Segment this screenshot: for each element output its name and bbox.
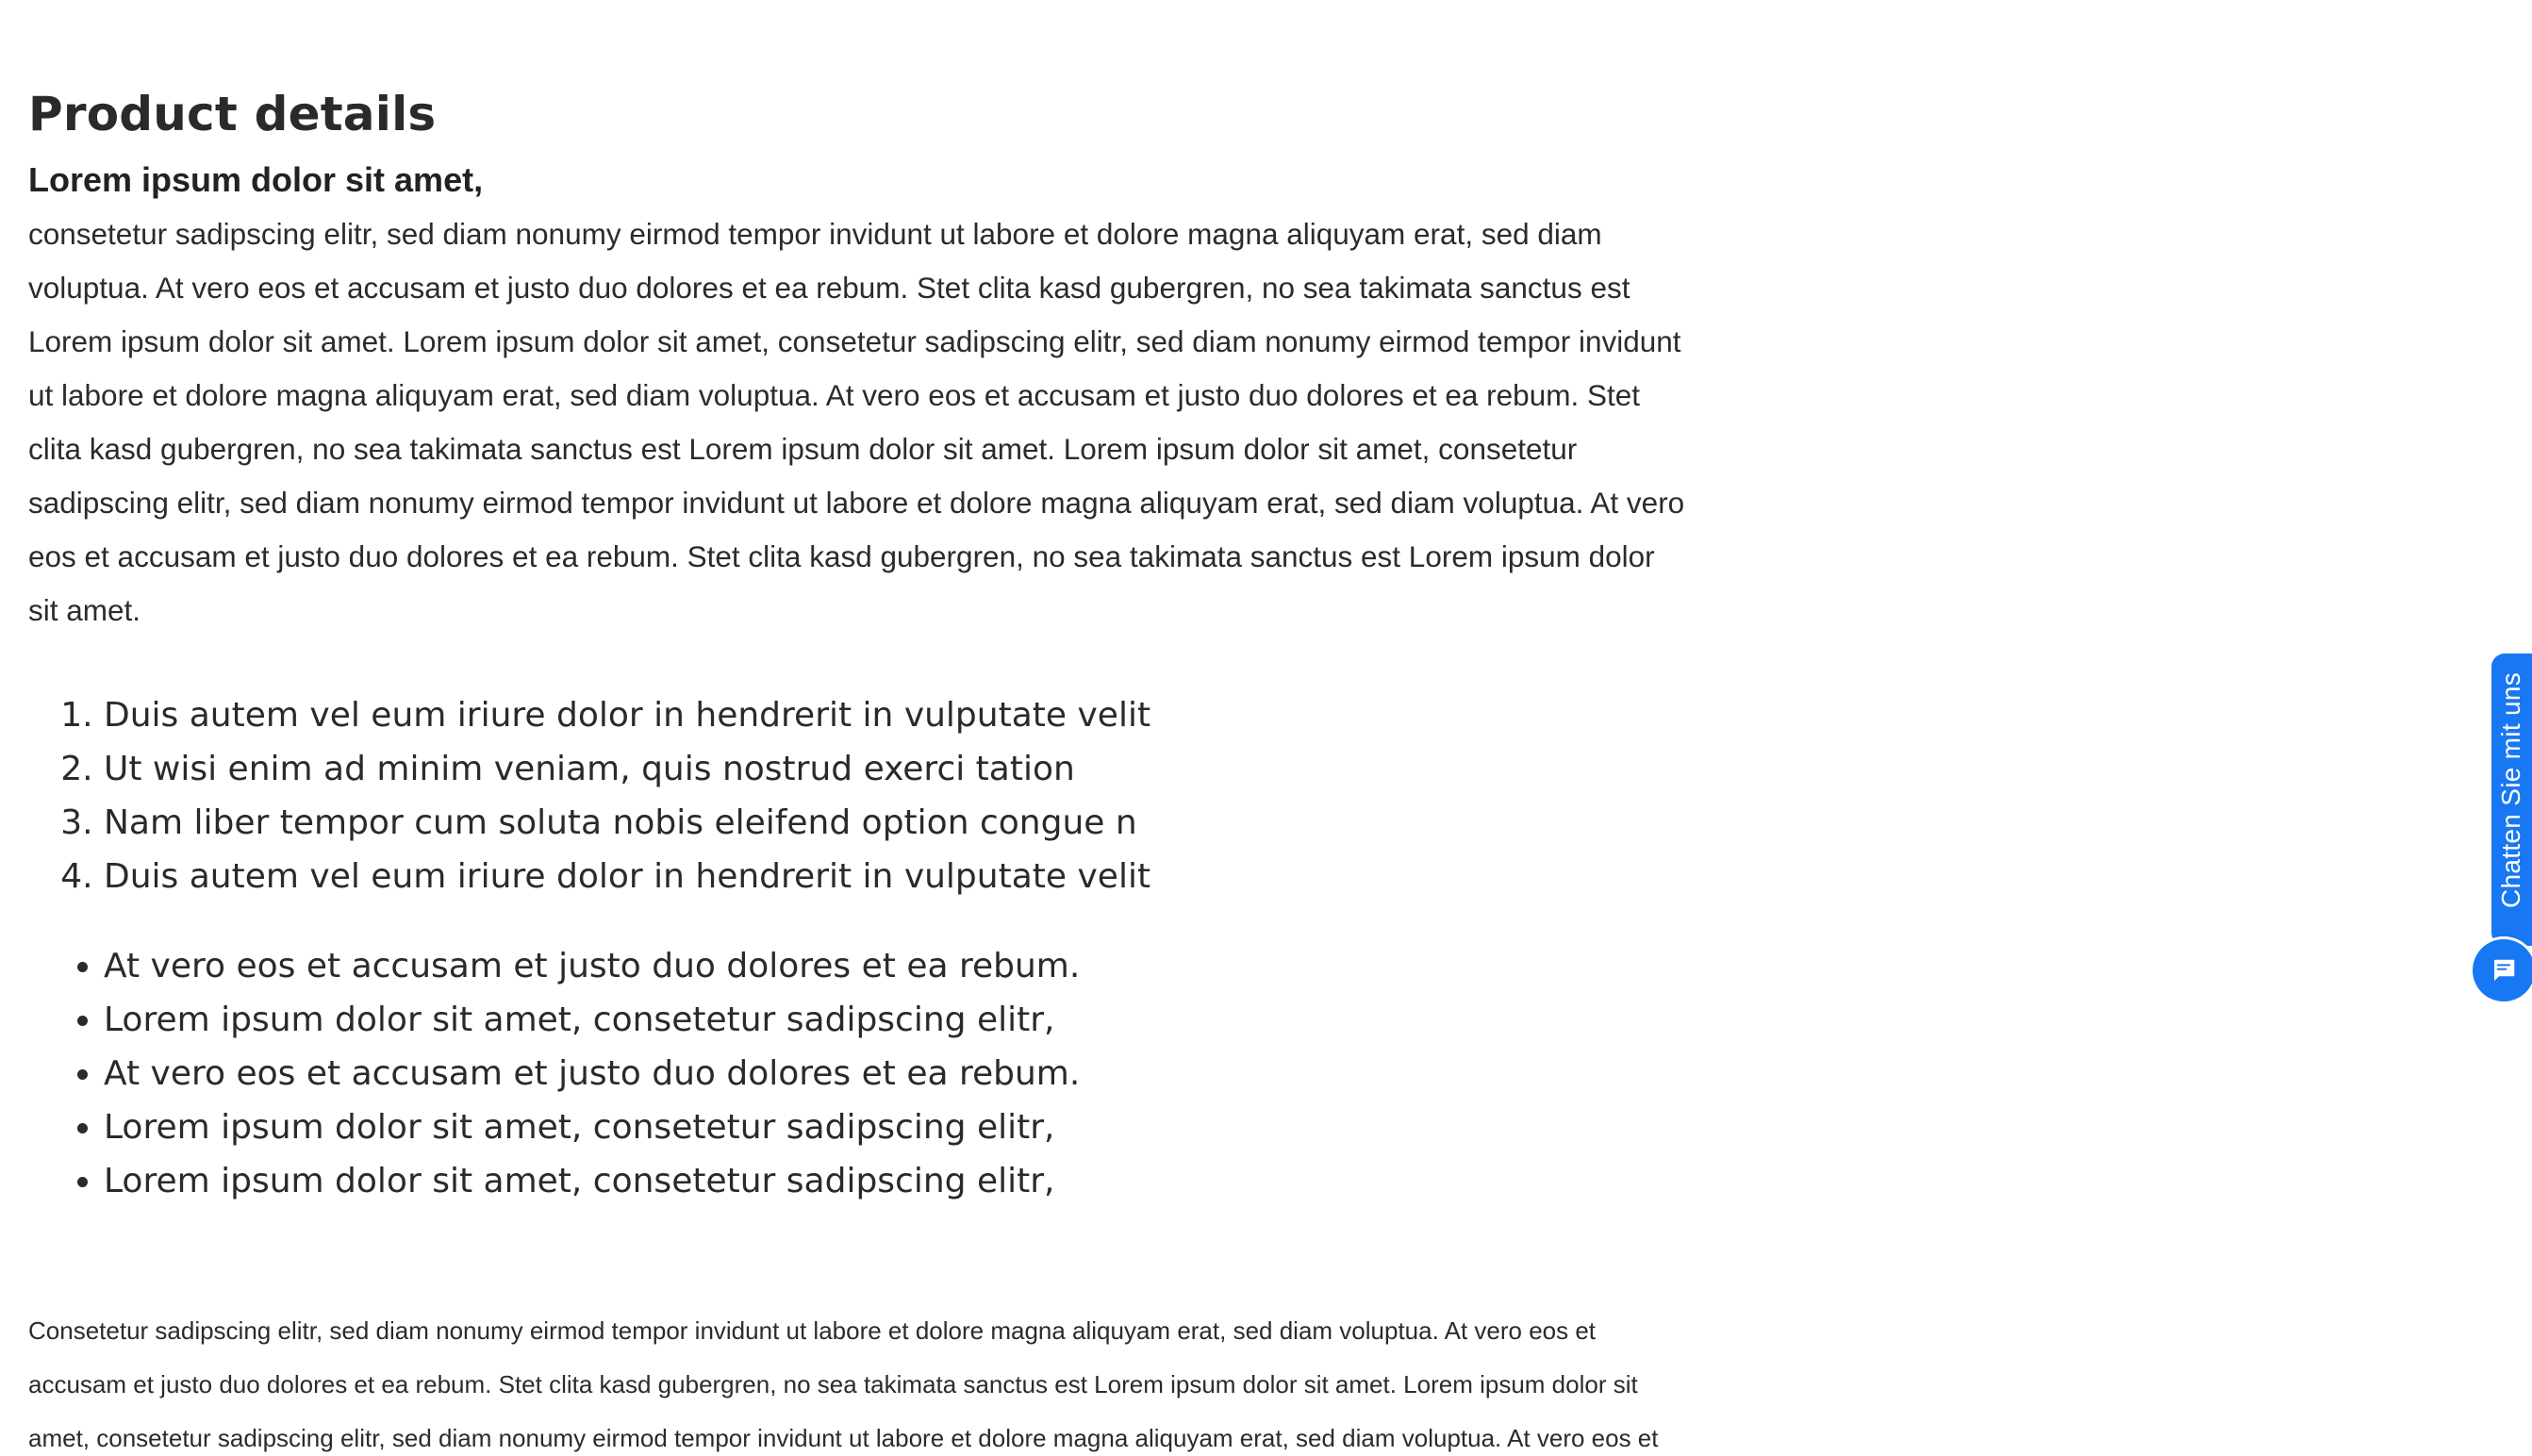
- product-subheading: Lorem ipsum dolor sit amet,: [28, 160, 484, 199]
- chat-bubble-button[interactable]: [2473, 939, 2532, 1001]
- chat-tab-label-wrapper[interactable]: [2491, 654, 2532, 927]
- product-details-heading: Product details: [28, 87, 437, 141]
- list-item: • Lorem ipsum dolor sit amet, consetetur sadipscing elitr,: [104, 1100, 1688, 1154]
- list-item: 4. Duis autem vel eum iriure dolor in hendrerit in vulputate velit: [104, 850, 1688, 903]
- bullet-list: [28, 939, 1688, 1208]
- numbered-list: [28, 688, 1688, 903]
- list-item: 1. Duis autem vel eum iriure dolor in hendrerit in vulputate velit: [104, 688, 1688, 742]
- list-item: • At vero eos et accusam et justo duo dolores et ea rebum.: [104, 939, 1688, 993]
- product-details-section: [28, 83, 1688, 1456]
- list-item: • At vero eos et accusam et justo duo dolores et ea rebum.: [104, 1047, 1688, 1100]
- chat-tab-label[interactable]: Chatten Sie mit uns: [2496, 671, 2526, 909]
- chat-bubble-icon: [2490, 956, 2518, 984]
- list-item: 2. Ut wisi enim ad minim veniam, quis nostrud exerci tation: [104, 742, 1688, 796]
- product-description: consetetur sadipscing elitr, sed diam nonumy eirmod tempor invidunt ut labore et dolore magna aliquyam erat, sed diam voluptua. At vero eos et accusam et justo duo dolores et ea rebum. Stet clita kasd gubergren, no sea takimata sanctus est Lorem ipsum dolor sit amet. Lorem ipsum dolor sit amet, consetetur sadipscing elitr, sed diam nonumy eirmod tempor invidunt ut labore et dolore magna aliquyam erat, sed diam voluptua. At vero eos et accusam et justo duo dolores et ea rebum. Stet clita kasd gubergren, no sea takimata sanctus est Lorem ipsum dolor sit amet. Lorem ipsum dolor sit amet, consetetur sadipscing elitr, sed diam nonumy eirmod tempor invidunt ut labore et dolore magna aliquyam erat, sed diam voluptua. At vero eos et accusam et justo duo dolores et ea rebum. Stet clita kasd gubergren, no sea takimata sanctus est Lorem ipsum dolor sit amet.: [28, 217, 1685, 627]
- list-item: • Lorem ipsum dolor sit amet, consetetur sadipscing elitr,: [104, 993, 1688, 1047]
- footer-description: Consetetur sadipscing elitr, sed diam nonumy eirmod tempor invidunt ut labore et dolore magna aliquyam erat, sed diam voluptua. At vero eos et accusam et justo duo dolores et ea rebum. Stet clita kasd gubergren, no sea takimata sanctus est Lorem ipsum dolor sit amet. Lorem ipsum dolor sit amet, consetetur sadipscing elitr, sed diam nonumy eirmod tempor invidunt ut labore et dolore magna aliquyam erat, sed diam voluptua. At vero eos et: [28, 1316, 1659, 1452]
- list-item: • Lorem ipsum dolor sit amet, consetetur sadipscing elitr,: [104, 1154, 1688, 1208]
- list-item: 3. Nam liber tempor cum soluta nobis eleifend option congue n: [104, 796, 1688, 850]
